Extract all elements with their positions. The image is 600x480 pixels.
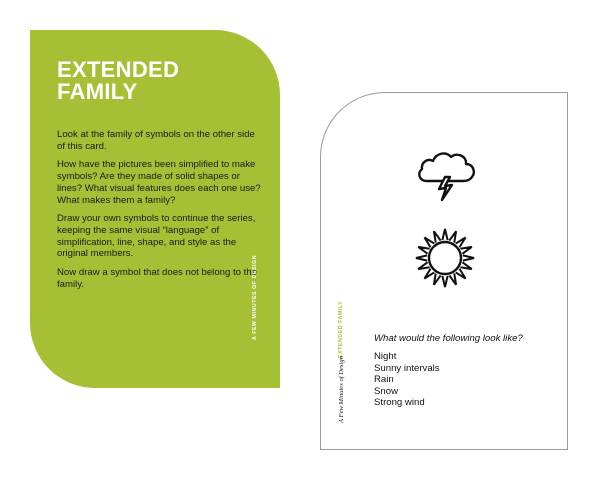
front-spine-text: A FEW MINUTES OF DESIGN: [252, 254, 258, 340]
prompt-list: [374, 351, 440, 409]
back-card: [320, 92, 568, 450]
list-item: Rain: [374, 374, 394, 386]
instruction-paragraph: Draw your own symbols to continue the series, keeping the same visual “language” of simplification, line, shape, and style as the original members.: [57, 213, 256, 260]
storm-cloud-icon: [415, 145, 479, 203]
prompt-question: What would the following look like?: [374, 333, 523, 344]
list-item: Night: [374, 351, 397, 362]
instruction-paragraph: Look at the family of symbols on the other side of this card.: [57, 129, 255, 152]
card-title-line-2: FAMILY: [57, 79, 138, 104]
list-item: Sunny intervals: [374, 362, 440, 374]
list-item: Strong wind: [374, 397, 425, 409]
card-instructions: [57, 129, 262, 297]
card-title-line-1: EXTENDED: [57, 57, 180, 82]
back-spine-title: EXTENDED FAMILY: [338, 300, 344, 358]
card-title: [57, 59, 257, 103]
instruction-paragraph: How have the pictures been simplified to make symbols? Are they made of solid shapes or lines? What visual features does each one use? What makes them a family?: [57, 159, 261, 206]
sun-icon: [414, 227, 476, 289]
front-card: [30, 30, 280, 388]
instruction-paragraph: Now draw a symbol that does not belong to the family.: [57, 267, 257, 290]
list-item: Snow: [374, 385, 398, 397]
back-spine-script: A Few Minutes of Design: [338, 356, 345, 423]
